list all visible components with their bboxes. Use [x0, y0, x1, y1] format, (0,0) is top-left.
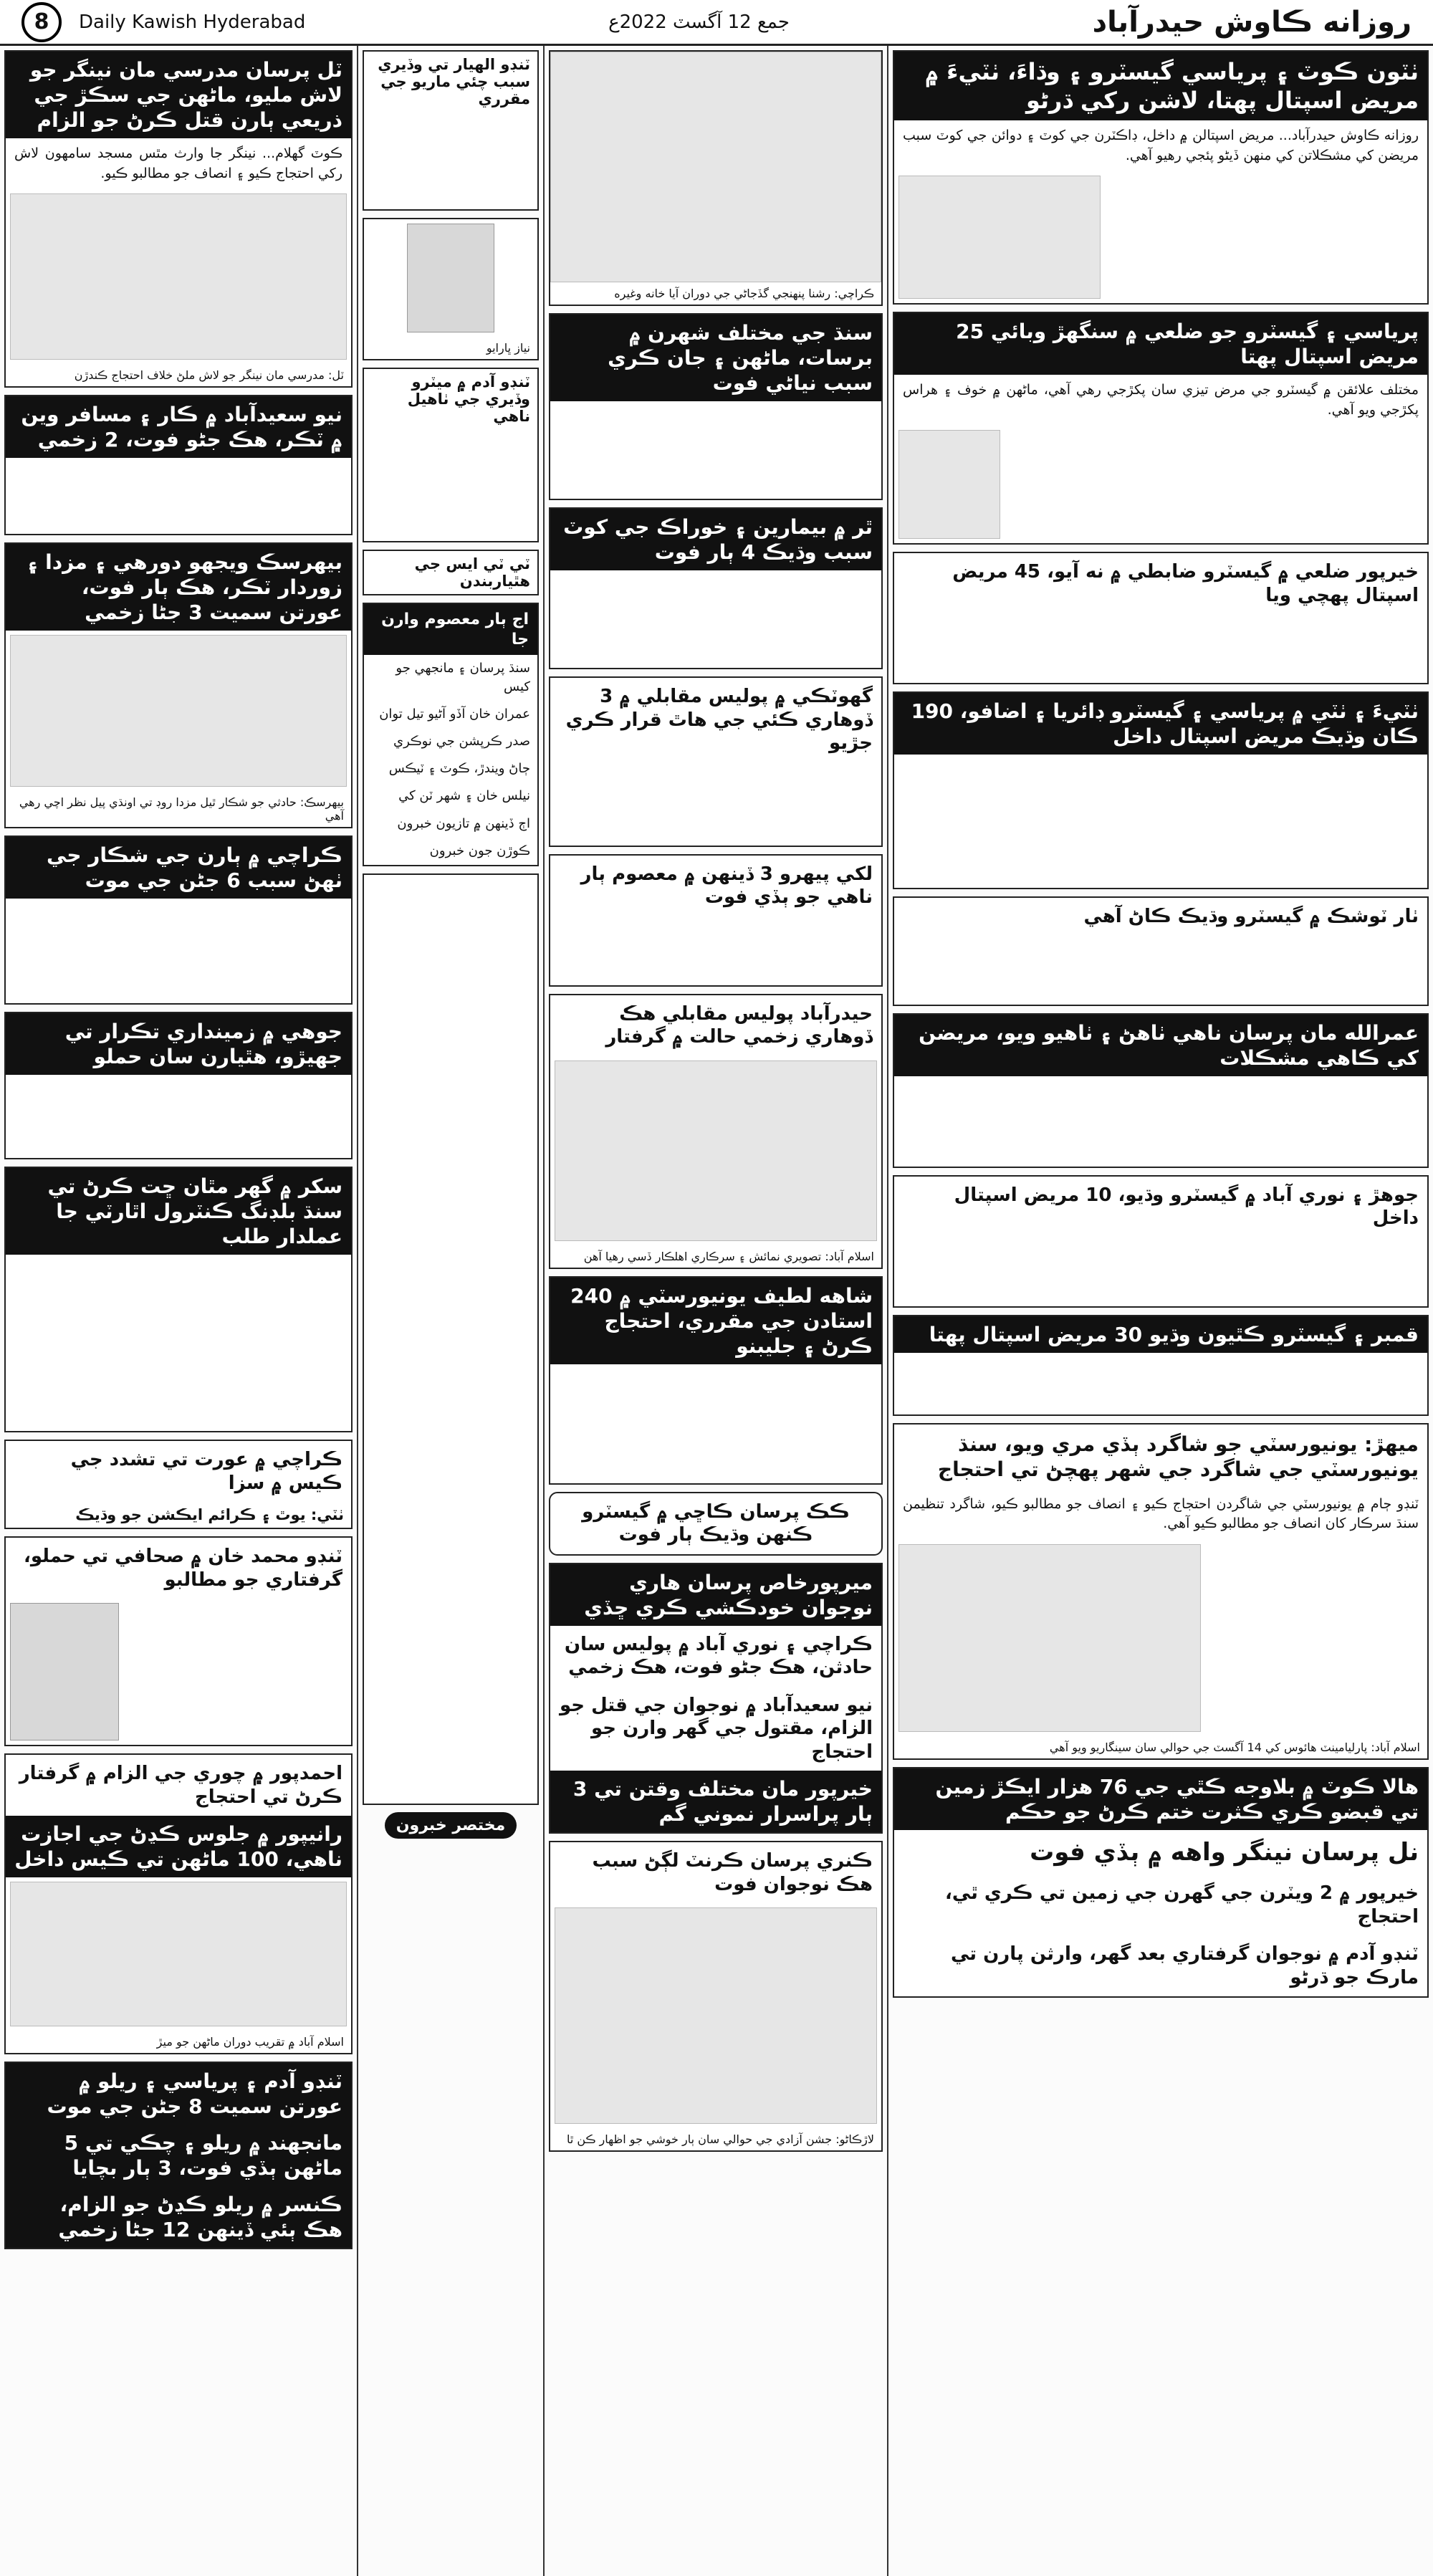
left-bottom-headline-2[interactable]: مانجهند ۾ ريلو ۽ چڪي تي 5 ماڻهن ٻڏي فوت، 3 ٻار بچايا: [6, 2125, 351, 2186]
left-lead-headline[interactable]: ٽل پرسان مدرسي مان نينگر جو لاش مليو، ماڻهن جي سڪڙ جي ذريعي ٻارن قتل ڪرڻ جو الزام: [6, 52, 351, 138]
boxed-story-title[interactable]: ڪڪ پرسان ڪاڇي ۾ گيسٽرو ڪنهن وڌيڪ ٻار فوت: [582, 1500, 850, 1546]
right-lead-headline[interactable]: ٺٽون ڪوٽ ۽ پرياسي گيسٽرو ۽ وڌاءَ، ٺٽيءَ ۾ مريض اسپتال پهتا، لاشن رکي ڌرڻو: [894, 52, 1427, 120]
sidebar-list: [363, 603, 539, 866]
left-lead-text: ڪوٽ گهلام... نينگر جا وارث مٿس مسجد سامهون لاش رکي احتجاج ڪيو ۽ انصاف جو مطالبو ڪيو.: [14, 145, 342, 181]
right-lower-text: ٽنڊو ڄام ۾ يونيورسٽي جي شاگردن احتجاج ڪيو ۽ انصاف جو مطالبو ڪيو، شاگرد تنظيمن سنڌ سرڪار کان انصاف جو مطالبو ڪيو آهي.: [903, 1495, 1419, 1532]
independence-photo: [555, 1907, 877, 2124]
right-text-6: [894, 1076, 1427, 1167]
left-mid-headline[interactable]: سکر ۾ گهر مٿان ڇت ڪرڻ تي سنڌ بلڊنگ ڪنٽرول اٿارٽي جا عملدار طلب: [6, 1168, 351, 1255]
left-mid-headline-2[interactable]: ڪراچي ۾ عورت تي تشدد جي ڪيس ۾ سزا: [70, 1449, 342, 1494]
third-headline-4[interactable]: لکي پيهرو 3 ڏينهن ۾ معصوم ٻار ناهي جو ٻڏي فوت: [580, 863, 873, 908]
column-right: [888, 46, 1433, 2576]
second-story-2: [363, 368, 539, 542]
right-text-4: [894, 755, 1427, 888]
parliament-caption: اسلام آباد: پارليامينٽ هائوس کي 14 آگسٽ جي حوالي سان سينگاريو ويو آهي: [894, 1736, 1427, 1758]
right-story-8: [893, 1315, 1429, 1416]
exhibition-caption: اسلام آباد: تصويري نمائش ۽ سرڪاري اهلڪار ڏسي رهيا آهن: [550, 1245, 881, 1268]
left-mid-headline-3[interactable]: ٺٽي: يوٿ ۽ ڪرائم ايڪشن جو وڌيڪ: [75, 1506, 344, 1524]
person-portrait: [407, 224, 494, 332]
second-headline-3[interactable]: ٽي ٽي ايس جي هٿياربندن: [414, 555, 530, 590]
right-headline-4[interactable]: ٺٽيءَ ۽ ٺٽي ۾ پرياسي ۽ گيسٽرو ڊائريا ۽ اضافو، 190 ڪان وڌيڪ مريض اسپتال داخل: [894, 693, 1427, 755]
reporter-portrait: [10, 1603, 119, 1741]
right-text-5: [894, 936, 1427, 1005]
exhibition-photo: [555, 1060, 877, 1241]
second-story-3: [363, 550, 539, 595]
boxed-story: [549, 1492, 883, 1556]
right-bottom-headline-4[interactable]: ٽنڊو آدم ۾ نوجوان گرفتاري بعد گهر، وارثن پارن تي مارڪ جو ڌرڻو: [950, 1943, 1419, 1988]
accident-photo: [10, 635, 347, 787]
rally-photo-caption: اسلام آباد ۾ تقريب دوران ماڻهن جو ميڙ: [6, 2031, 351, 2053]
right-story-4: [893, 691, 1429, 889]
sidebar-item-6[interactable]: اڄ ڏينهن ۾ تازيون خبرون: [397, 815, 530, 831]
left-bottom-headline-1[interactable]: ٽنڊو آدم ۽ پرياسي ۽ ريلو ۾ عورتن سميت 8 جڻن جي موت: [6, 2063, 351, 2125]
hospital-photo: [898, 176, 1101, 299]
top-event-caption: ڪراچي: رشنا پنهنجي گڏجاڻي جي دوران آيا خانه وغيره: [550, 282, 881, 305]
right-text-8: [894, 1353, 1427, 1414]
sidebar-item-4[interactable]: ڄاڻ ويندڙ، ڪوٽ ۽ ٽيڪس: [388, 761, 530, 777]
right-story-6: [893, 1013, 1429, 1168]
right-story-7: [893, 1175, 1429, 1308]
header-left: [21, 2, 305, 42]
right-headline-8[interactable]: قمبر ۽ گيسٽرو ڪٿيون وڌيو 30 مريض اسپتال پهتا: [894, 1316, 1427, 1353]
third-headline-5[interactable]: حيدرآباد پوليس مقابلي هڪ ڏوهاري زخمي حالت ۾ گرفتار: [605, 1002, 873, 1048]
right-bottom-story: [893, 1767, 1429, 1998]
third-story-1: [549, 313, 883, 500]
third-text-1: [550, 401, 881, 499]
second-portrait-block: [363, 218, 539, 360]
left-mid-headline-6[interactable]: رانيپور ۾ جلوس ڪڍڻ جي اجازت ناهي، 100 ماڻهن تي ڪيس داخل: [6, 1816, 351, 1877]
sidebar-item-3[interactable]: صدر ڪرپشن جي نوڪري: [393, 734, 530, 750]
third-lower-story: [549, 1841, 883, 2152]
sidebar-item-5[interactable]: نيلس خان ۽ شهر ٽن کي: [398, 788, 530, 804]
right-headline-7[interactable]: جوهڙ ۽ نوري آباد ۾ گيسٽرو وڌيو، 10 مريض اسپتال داخل: [954, 1184, 1419, 1230]
third-headline-3[interactable]: گهوٽڪي ۾ پوليس مقابلي ۾ 3 ڏوهاري ڪئي جي هاٿ قرار ڪري جڙيو: [565, 686, 873, 754]
third-mid-story: [549, 1276, 883, 1485]
column-third: [545, 46, 888, 2576]
sidebar-item-1[interactable]: سنڌ پرسان ۽ مانجهي جو کيس: [396, 661, 530, 695]
right-bottom-headline-1[interactable]: هالا ڪوٽ ۾ بلاوجه ڪٿي جي 76 هزار ايڪڙ زمين تي قبضو ڪري ڪثرت ختم ڪرڻ جو حڪم: [894, 1768, 1427, 1830]
parliament-photo: [898, 1544, 1201, 1732]
header-date: جمع 12 آگسٽ 2022ع: [608, 11, 790, 33]
protest-photo: [10, 193, 347, 360]
left-story-4: [4, 835, 353, 1005]
left-mid-text-4: [125, 1603, 347, 1736]
left-mid-story: [4, 1167, 353, 1432]
right-headline-6[interactable]: عمرالله مان پرسان ناهي ٺاهڻ ۽ ٺاهيو ويو، مريضن کي ڪاهي مشڪلات: [894, 1015, 1427, 1076]
third-story-3: [549, 676, 883, 847]
left-mid-story-5: [4, 1753, 353, 2054]
masthead-title: روزانه ڪاوش حيدرآباد: [1092, 5, 1412, 39]
header-center-text: Daily Kawish Hyderabad: [79, 11, 306, 33]
left-mid-headline-5[interactable]: احمدپور ۾ چوري جي الزام ۾ گرفتار ڪرڻ تي احتجاج: [19, 1763, 342, 1808]
second-headline-2[interactable]: ٽنڊو آدم ۾ ميٽرو وڏيري جي ٺاهيل ناهي: [407, 373, 530, 425]
accident-photo-caption: بيهرسڪ: حادثي جو شڪار ٿيل مزدا روڊ تي اونڌي پيل نظر اچي رهي آهي: [6, 791, 351, 827]
left-lead-story: [4, 50, 353, 388]
top-event-photo: [550, 52, 881, 282]
left-bottom-story: [4, 2062, 353, 2249]
right-story-2: [893, 312, 1429, 545]
third-mid-story-2: [549, 1563, 883, 1834]
third-headline-1[interactable]: سنڌ جي مختلف شهرن ۾ برسات، ماڻهن ۽ جان ڪري سبب نياڻي فوت: [550, 315, 881, 401]
right-text-7: [894, 1237, 1427, 1306]
second-story-1: [363, 50, 539, 211]
third-mid-headline[interactable]: شاهه لطيف يونيورسٽي ۾ 240 استادن جي مقرري، احتجاج ڪرڻ ۽ جليبنو: [550, 1278, 881, 1364]
third-story-5: [549, 994, 883, 1269]
left-headline-3[interactable]: بيهرسڪ ويجهو دورهي ۽ مزدا ۽ زوردار ٽڪر، هڪ ٻار فوت، عورتن سميت 3 جڻا زخمي: [6, 544, 351, 631]
right-bottom-headline-3[interactable]: خيرپور ۾ 2 ويٽرن جي گهرن جي زمين تي ڪري ٿي، احتجاج: [944, 1882, 1419, 1928]
brief-news-pill: مختصر خبرون: [385, 1812, 517, 1839]
third-headline-2[interactable]: ٿر ۾ بيمارين ۽ خوراڪ جي کوٽ سبب وڌيڪ 4 ٻار فوت: [550, 509, 881, 570]
protest-photo-caption: ٽل: مدرسي مان نينگر جو لاش ملڻ خلاف احتجاج ڪندڙن: [6, 364, 351, 386]
independence-caption: لاڙڪاڻو: جشن آزادي جي حوالي سان ٻار خوشي جو اظهار ڪن ٿا: [550, 2128, 881, 2150]
third-top-photo-block: [549, 50, 883, 306]
third-mid-headline-2[interactable]: ميرپورخاص پرسان هاري نوجوان خودڪشي ڪري ڇڏي: [550, 1564, 881, 1626]
right-headline-2[interactable]: پرياسي ۽ گيسٽرو جو ضلعي ۾ سنگهڙ وبائي 25 مريض اسپتال پهتا: [894, 313, 1427, 375]
left-text-2: [6, 458, 351, 534]
left-bottom-headline-3[interactable]: ڪنسر ۾ ريلو ڪڍڻ جو الزام، هڪ ٻئي ڏينهن 12 جڻا زخمي: [6, 2186, 351, 2248]
right-text-3: [894, 614, 1427, 683]
left-story-3: [4, 542, 353, 828]
left-mid-story-2: [4, 1440, 353, 1529]
right-story-3: [893, 552, 1429, 684]
third-mid-headline-5[interactable]: خيرپور مان مختلف وقتن تي 3 ٻار پراسرار نموني گم: [550, 1771, 881, 1832]
column-left: [0, 46, 358, 2576]
left-story-5: [4, 1012, 353, 1159]
second-headline-1[interactable]: ٽنڊو الهيار تي وڏيري سبب چئي ماريو جي مقرري: [378, 56, 530, 107]
left-mid-text: [6, 1255, 351, 1431]
left-headline-2[interactable]: نيو سعيدآباد ۾ ڪار ۽ مسافر وين ۾ ٽڪر، هڪ جڻو فوت، 2 زخمي: [6, 396, 351, 458]
third-lower-headline[interactable]: ڪنري پرسان ڪرنٽ لڳڻ سبب هڪ نوجوان فوت: [592, 1850, 873, 1895]
sidebar-item-7[interactable]: ڪوڙن جون خبرون: [429, 843, 530, 858]
rally-photo: [10, 1882, 347, 2026]
right-story-5: [893, 896, 1429, 1006]
second-filler-text: [363, 873, 539, 1805]
third-text-2: [550, 570, 881, 668]
left-story-2: [4, 395, 353, 535]
left-headline-4[interactable]: ڪراچي ۾ ٻارن جي شڪار جي ٺهڻ سبب 6 جڻن جي موت: [6, 837, 351, 899]
column-second: [358, 46, 545, 2576]
masthead-bar: [0, 0, 1433, 46]
right-headline-5[interactable]: ٺار ٽوشڪ ۾ گيسٽرو وڌيڪ ڪاڻ آهي: [1083, 906, 1419, 928]
third-mid-text: [550, 1364, 881, 1483]
right-headline-3[interactable]: خيرپور ضلعي ۾ گيسٽرو ضابطي ۾ نه آيو، 45 مريض اسپتال پهچي ويا: [952, 561, 1419, 606]
left-text-4: [6, 899, 351, 1003]
right-lead-text: روزانه ڪاوش حيدرآباد... مريض اسپتالن ۾ داخل، ڊاڪٽرن جي کوٽ ۽ دوائن جي کوٽ سبب مريضن کي مشڪلاتن کي منهن ڏيڻو پئجي رهيو آهي.: [903, 128, 1419, 163]
third-text-3: [550, 762, 881, 846]
third-story-2: [549, 507, 883, 669]
right-bottom-headline-2[interactable]: نل پرسان نينگر واهه ۾ ٻڏي فوت: [1030, 1837, 1419, 1867]
third-text-4: [550, 916, 881, 985]
third-mid-headline-4[interactable]: نيو سعيدآباد ۾ نوجوان جي قتل جو الزام، مقتول جي گهر وارن جو احتجاج: [559, 1694, 873, 1763]
second-text-2: [364, 429, 537, 541]
right-lead-story: [893, 50, 1429, 305]
child-photo: [898, 430, 1000, 539]
left-headline-5[interactable]: جوهي ۾ زمينداري تڪرار تي جهيڙو، هٿيارن سان حملو: [6, 1013, 351, 1075]
right-lower-story: [893, 1423, 1429, 1760]
third-story-4: [549, 854, 883, 987]
portrait-caption: نياز ڀارايو: [364, 337, 537, 359]
right-text-2: مختلف علائقن ۾ گيسٽرو جي مرض تيزي سان پکڙجي رهي آهي، ماڻهن ۾ خوف ۽ هراس پکڙجي ويو آهي.: [903, 382, 1419, 418]
page-number-badge: 8: [21, 2, 62, 42]
right-lower-headline[interactable]: ميهڙ: يونيورسٽي جو شاگرد ٻڏي مري ويو، سنڌ يونيورسٽي جي شاگرد جي شهر پهچڻ تي احتجاج: [937, 1432, 1419, 1481]
sidebar-title: اج ٻار معصوم وارن جا: [364, 604, 537, 655]
third-mid-headline-3[interactable]: ڪراچي ۽ نوري آباد ۾ پوليس سان حادثن، هڪ جڻو فوت، هڪ زخمي: [564, 1633, 873, 1678]
second-long-text: [364, 875, 537, 886]
second-text-1: [364, 112, 537, 209]
sidebar-item-2[interactable]: عمران خان آڏو آڻيو تيل توان: [379, 707, 530, 722]
left-text-5: [6, 1075, 351, 1158]
left-mid-headline-4[interactable]: ٽنڊو محمد خان ۾ صحافي تي حملو، گرفتاري جو مطالبو: [23, 1546, 342, 1591]
left-mid-story-4: [4, 1536, 353, 1746]
